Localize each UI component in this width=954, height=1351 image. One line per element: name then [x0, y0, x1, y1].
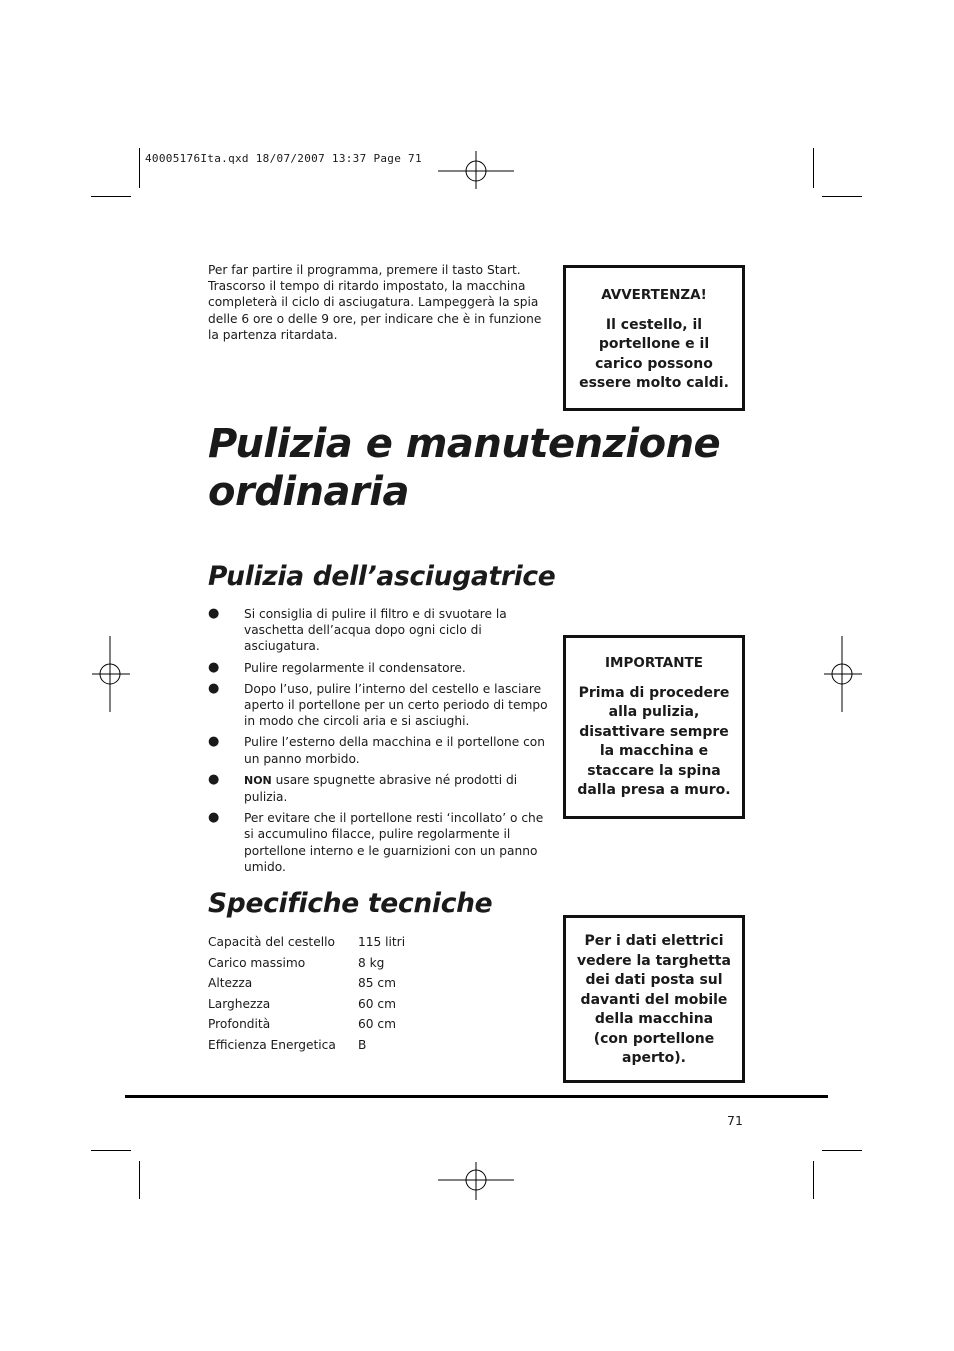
- table-row: [208, 1037, 405, 1058]
- footer-rule: [125, 1095, 828, 1098]
- spec-label: Efficienza Energetica: [208, 1037, 336, 1052]
- electrical-info-body: Per i dati elettrici vedere la targhetta dei dati posta sul davanti del mobile della macchina (con portellone aperto).: [577, 933, 731, 1066]
- registration-mark-right: [822, 634, 866, 714]
- spec-label: Altezza: [208, 976, 253, 991]
- registration-mark-bottom: [436, 1142, 516, 1222]
- important-box: [563, 635, 745, 819]
- cleaning-list: [208, 606, 553, 880]
- registration-mark-top: [436, 133, 516, 213]
- spec-value: 8 kg: [358, 955, 385, 970]
- list-item: ● Dopo l’uso, pulire l’interno del cestello e lasciare aperto il portellone per un certo periodo di tempo in modo che circoli aria e si asciughi.: [208, 680, 548, 729]
- bullet-icon: ●: [208, 810, 220, 826]
- list-item: ● Per evitare che il portellone resti ‘incollato’ o che si accumulino filacce, pulire regolarmente il portellone interno e le guarnizioni con un panno umido.: [208, 810, 544, 874]
- list-item: ● Pulire regolarmente il condensatore.: [208, 659, 466, 675]
- spec-value: 85 cm: [358, 976, 396, 991]
- spec-label: Profondità: [208, 1017, 271, 1032]
- bullet-icon: ●: [208, 680, 220, 696]
- warning-body: Il cestello, il portellone e il carico possono essere molto caldi.: [579, 316, 729, 391]
- bullet-icon: ●: [208, 734, 220, 750]
- spec-value: 115 litri: [358, 935, 406, 949]
- spec-value: 60 cm: [358, 1017, 396, 1032]
- emphasis-non: NON: [244, 773, 272, 787]
- bullet-icon: ●: [208, 606, 220, 621]
- list-item: ● Pulire l’esterno della macchina e il portellone con un panno morbido.: [208, 734, 545, 766]
- intro-paragraph: Per far partire il programma, premere il tasto Start. Trascorso il tempo di ritardo impostato, la macchina completerà il ciclo di asciugatura. Lampeggerà la spia delle 6 ore o delle 9 ore, per indicare che è in funzione la partenza ritardata.: [208, 263, 542, 342]
- list-item: ● NON usare spugnette abrasive né prodotti di pulizia.: [208, 771, 518, 805]
- table-row: [208, 934, 405, 955]
- specs-section-title: Specifiche tecniche: [208, 888, 493, 919]
- bullet-icon: ●: [208, 771, 220, 787]
- table-row: [208, 996, 405, 1017]
- important-body: Prima di procedere alla pulizia, disattivare sempre la macchina e staccare la spina dalla presa a muro.: [577, 684, 731, 798]
- important-heading: IMPORTANTE: [605, 655, 703, 671]
- spec-value: B: [358, 1037, 367, 1052]
- page-number: 71: [727, 1113, 743, 1128]
- page-title: Pulizia e manutenzione ordinaria: [208, 421, 721, 515]
- electrical-info-box: [563, 915, 745, 1083]
- table-row: [208, 975, 405, 996]
- bullet-icon: ●: [208, 659, 220, 675]
- table-row: [208, 955, 405, 976]
- list-item: ● Si consiglia di pulire il filtro e di svuotare la vaschetta dell’acqua dopo ogni ciclo di asciugatura.: [208, 606, 507, 654]
- spec-label: Capacità del cestello: [208, 935, 335, 949]
- warning-heading: AVVERTENZA!: [601, 287, 707, 303]
- cleaning-section-title: Pulizia dell’asciugatrice: [208, 561, 556, 592]
- registration-mark-left: [90, 634, 134, 714]
- specs-table: [208, 934, 405, 1058]
- spec-label: Carico massimo: [208, 955, 306, 970]
- spec-value: 60 cm: [358, 996, 396, 1011]
- table-row: [208, 1016, 405, 1037]
- printer-slug: 40005176Ita.qxd 18/07/2007 13:37 Page 71: [145, 152, 422, 165]
- spec-label: Larghezza: [208, 996, 271, 1011]
- warning-box: [563, 265, 745, 411]
